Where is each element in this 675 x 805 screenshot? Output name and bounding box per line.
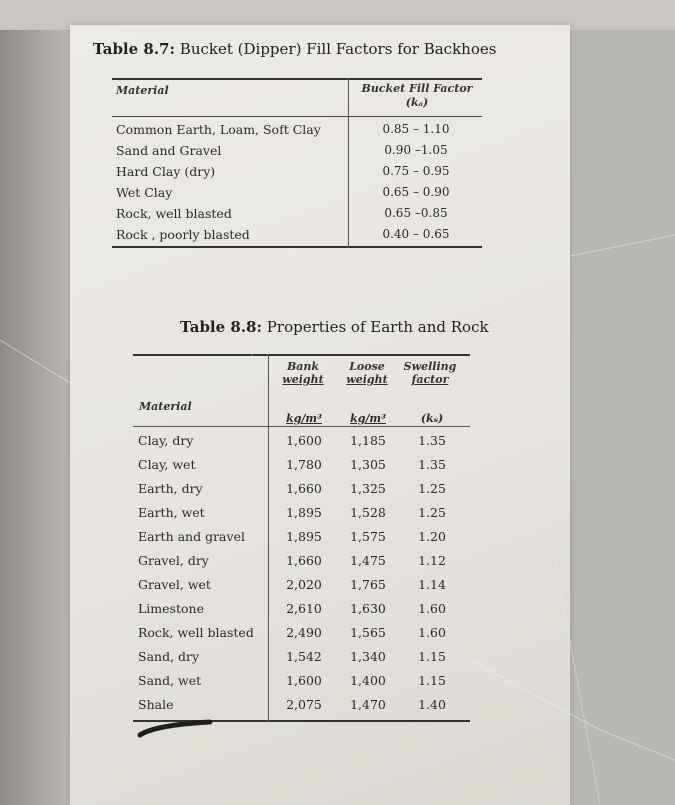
bank-weight-cell: 1,600 — [286, 433, 322, 448]
bank-weight-cell: 1,542 — [286, 649, 322, 664]
column-header-loose-line1: Loose — [349, 360, 385, 373]
column-header-material: Material — [116, 84, 169, 97]
fill-factor-cell: 0.65 – 0.90 — [382, 185, 450, 199]
bank-weight-cell: 2,610 — [286, 601, 322, 616]
table-row — [133, 694, 470, 718]
table-row — [133, 646, 470, 670]
material-cell: Earth, dry — [138, 481, 203, 496]
column-header-bucket-fill-factor — [356, 82, 478, 110]
loose-weight-cell: 1,325 — [350, 481, 386, 496]
loose-weight-cell: 1,470 — [350, 697, 386, 712]
loose-weight-cell: 1,400 — [350, 673, 386, 688]
background-left — [0, 0, 70, 805]
loose-weight-cell: 1,305 — [350, 457, 386, 472]
table-rule-header — [112, 116, 482, 117]
table-row — [133, 502, 470, 526]
material-cell: Rock , poorly blasted — [116, 227, 250, 242]
bank-weight-cell: 1,600 — [286, 673, 322, 688]
swelling-factor-cell: 1.60 — [418, 625, 446, 640]
material-cell: Rock, well blasted — [116, 206, 232, 221]
bank-weight-cell: 1,660 — [286, 481, 322, 496]
material-cell: Sand and Gravel — [116, 143, 222, 158]
material-cell: Sand, dry — [138, 649, 200, 664]
bank-weight-cell: 1,780 — [286, 457, 322, 472]
table-8-8-title — [180, 318, 489, 336]
bank-weight-cell: 1,895 — [286, 505, 322, 520]
column-header-bank-weight — [276, 360, 330, 386]
swelling-factor-cell: 1.12 — [418, 553, 446, 568]
material-cell: Earth, wet — [138, 505, 205, 520]
material-cell: Rock, well blasted — [138, 625, 254, 640]
table-8-7-title — [93, 40, 496, 58]
material-cell: Clay, dry — [138, 433, 194, 448]
swelling-factor-cell: 1.40 — [418, 697, 446, 712]
table-row — [133, 622, 470, 646]
table-rule-top — [133, 354, 470, 356]
table-row — [133, 526, 470, 550]
loose-weight-cell: 1,765 — [350, 577, 386, 592]
material-cell: Earth and gravel — [138, 529, 245, 544]
fill-factor-cell: 0.65 –0.85 — [384, 206, 448, 220]
table-row — [133, 550, 470, 574]
swelling-factor-cell: 1.20 — [418, 529, 446, 544]
loose-weight-cell: 1,565 — [350, 625, 386, 640]
material-cell: Limestone — [138, 601, 204, 616]
table-row — [112, 120, 482, 141]
column-header-bank-line2: weight — [282, 373, 324, 386]
loose-weight-cell: 1,575 — [350, 529, 386, 544]
table-row — [112, 141, 482, 162]
table-8-7-caption: Bucket (Dipper) Fill Factors for Backhoes — [175, 40, 497, 58]
swelling-factor-cell: 1.15 — [418, 649, 446, 664]
unit-swelling: (kₛ) — [420, 412, 444, 425]
column-header-bank-line1: Bank — [286, 360, 320, 373]
table-row — [133, 478, 470, 502]
table-row — [112, 183, 482, 204]
loose-weight-cell: 1,340 — [350, 649, 386, 664]
column-header-swelling-factor — [397, 360, 463, 386]
swelling-factor-cell: 1.25 — [418, 505, 446, 520]
material-cell: Wet Clay — [116, 185, 173, 200]
table-8-7-label: Table 8.7: — [93, 40, 176, 58]
material-cell: Common Earth, Loam, Soft Clay — [116, 122, 321, 137]
bank-weight-cell: 1,895 — [286, 529, 322, 544]
bank-weight-cell: 2,490 — [286, 625, 322, 640]
fill-factor-cell: 0.90 –1.05 — [384, 143, 448, 157]
swelling-factor-cell: 1.14 — [418, 577, 446, 592]
column-header-loose-weight — [340, 360, 394, 386]
loose-weight-cell: 1,185 — [350, 433, 386, 448]
table-rule-top — [112, 78, 482, 80]
bank-weight-cell: 2,075 — [286, 697, 322, 712]
table-row — [133, 574, 470, 598]
unit-bank: kg/m³ — [286, 412, 322, 425]
table-row — [133, 454, 470, 478]
swelling-factor-cell: 1.25 — [418, 481, 446, 496]
material-cell: Hard Clay (dry) — [116, 164, 216, 179]
table-8-7 — [112, 78, 482, 248]
bank-weight-cell: 2,020 — [286, 577, 322, 592]
column-header-swell-line1: Swelling — [403, 360, 457, 373]
unit-loose: kg/m³ — [350, 412, 386, 425]
column-header-swell-line2: factor — [411, 373, 449, 386]
material-cell: Gravel, wet — [138, 577, 211, 592]
swelling-factor-cell: 1.35 — [418, 457, 446, 472]
loose-weight-cell: 1,630 — [350, 601, 386, 616]
column-header-loose-line2: weight — [346, 373, 388, 386]
swelling-factor-cell: 1.60 — [418, 601, 446, 616]
table-row — [112, 225, 482, 246]
material-cell: Sand, wet — [138, 673, 202, 688]
column-header-material: Material — [139, 400, 192, 413]
fill-factor-cell: 0.40 – 0.65 — [382, 227, 450, 241]
table-8-8-label: Table 8.8: — [180, 318, 263, 336]
loose-weight-cell: 1,528 — [350, 505, 386, 520]
table-row — [133, 598, 470, 622]
bank-weight-cell: 1,660 — [286, 553, 322, 568]
table-row — [112, 204, 482, 225]
table-8-8 — [133, 354, 470, 724]
table-8-8-caption: Properties of Earth and Rock — [262, 318, 489, 336]
material-cell: Clay, wet — [138, 457, 196, 472]
table-rule-bottom — [133, 720, 470, 722]
table-row — [133, 670, 470, 694]
table-row — [133, 430, 470, 454]
material-cell: Gravel, dry — [138, 553, 209, 568]
fill-factor-cell: 0.75 – 0.95 — [382, 164, 450, 178]
material-cell: Shale — [138, 697, 174, 712]
loose-weight-cell: 1,475 — [350, 553, 386, 568]
fill-factor-cell: 0.85 – 1.10 — [382, 122, 450, 136]
table-row — [112, 162, 482, 183]
table-rule-header — [133, 426, 470, 427]
table-rule-bottom — [112, 246, 482, 248]
column-header-bucket-fill-factor-line1: Bucket Fill Factor — [361, 82, 473, 95]
swelling-factor-cell: 1.35 — [418, 433, 446, 448]
column-header-bucket-fill-factor-line2: (kₐ) — [405, 96, 429, 109]
swelling-factor-cell: 1.15 — [418, 673, 446, 688]
